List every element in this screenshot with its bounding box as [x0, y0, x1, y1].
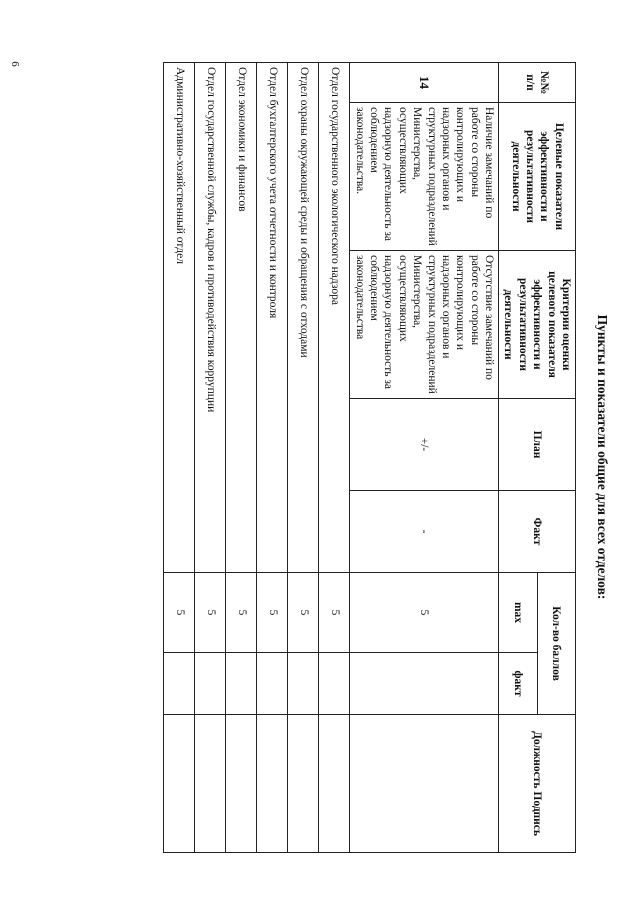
department-row [288, 63, 319, 853]
department-fact [226, 653, 257, 715]
signature-cell [350, 715, 499, 853]
header-signature: Должность Подпись [499, 715, 576, 853]
department-name: Отдел бухгалтерского учета отчетности и контроля [257, 63, 288, 573]
department-signature [164, 715, 195, 853]
row-number: 14 [350, 63, 499, 103]
department-name: Административно-хозяйственный отдел [164, 63, 195, 573]
department-max: 5 [164, 573, 195, 653]
header-fact: Факт [499, 491, 576, 573]
rotated-page [16, 62, 610, 852]
header-plan: План [499, 399, 576, 491]
department-row [257, 63, 288, 853]
department-name: Отдел охраны окружающей среды и обращения с отходами [288, 63, 319, 573]
department-fact [288, 653, 319, 715]
department-fact [195, 653, 226, 715]
indicator-cell: Наличие замечаний по работе со стороны контролирующих и надзорных органов и структурных подразделений Министерства, осуществляющих надзорную деятельность за соблюдением законодательства. [350, 103, 499, 251]
page-number: 6 [8, 61, 21, 67]
header-criteria: Критерии оценки целевого показателя эффективности и результативности деятельности [499, 251, 576, 399]
department-name: Отдел экономики и финансов [226, 63, 257, 573]
evaluation-table [163, 62, 576, 853]
department-row [226, 63, 257, 853]
department-row [319, 63, 350, 853]
fact-cell: - [350, 491, 499, 573]
plan-cell: +/- [350, 399, 499, 491]
max-cell: 5 [350, 573, 499, 653]
department-max: 5 [319, 573, 350, 653]
table-caption: Пункты и показатели общие для всех отделов: [595, 314, 610, 600]
department-fact [257, 653, 288, 715]
department-max: 5 [226, 573, 257, 653]
department-signature [257, 715, 288, 853]
department-fact [319, 653, 350, 715]
department-signature [319, 715, 350, 853]
department-max: 5 [195, 573, 226, 653]
header-row [537, 63, 575, 853]
criterion-cell: Отсутствие замечаний по работе со стороны контролирующих и надзорных органов и структурных подразделений Министерства, осуществляющих надзорную деятельность за соблюдением законодательства [350, 251, 499, 399]
header-max: max [499, 573, 537, 653]
department-max: 5 [288, 573, 319, 653]
department-name: Отдел государственной службы, кадров и противодействия коррупции [195, 63, 226, 573]
department-name: Отдел государственного экологического надзора [319, 63, 350, 573]
header-score: Кол-во баллов [537, 573, 575, 715]
department-signature [195, 715, 226, 853]
score-fact-cell [350, 653, 499, 715]
department-max: 5 [257, 573, 288, 653]
department-signature [288, 715, 319, 853]
header-num: №№ п/п [499, 63, 576, 103]
table-row [350, 63, 499, 853]
header-score-fact: факт [499, 653, 537, 715]
department-fact [164, 653, 195, 715]
department-signature [226, 715, 257, 853]
header-indicators: Целевые показатели эффективности и результативности деятельности [499, 103, 576, 251]
department-row [164, 63, 195, 853]
department-row [195, 63, 226, 853]
